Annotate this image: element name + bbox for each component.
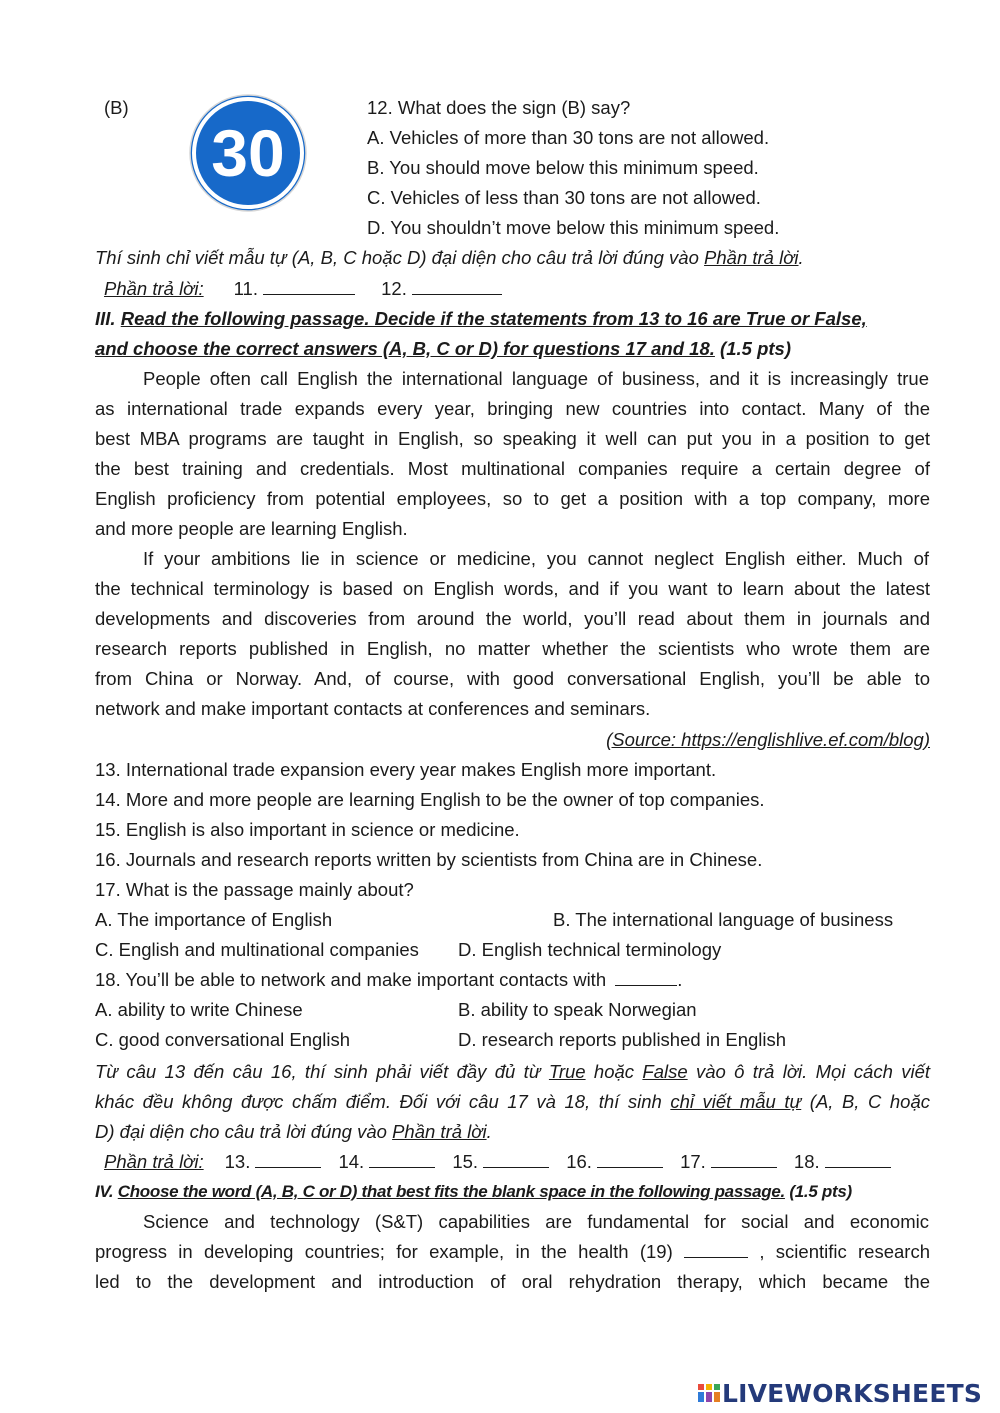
q17-option-a: A. The importance of English bbox=[95, 909, 333, 930]
q12-option-c: C. Vehicles of less than 30 tons are not allowed. bbox=[367, 187, 761, 208]
q18-option-d: D. research reports published in English bbox=[458, 1029, 787, 1050]
answer-row-1: Phần trả lời: 11. 12. bbox=[104, 274, 939, 304]
q17-option-d: D. English technical terminology bbox=[458, 939, 722, 960]
q12-question: 12. What does the sign (B) say? bbox=[367, 97, 631, 118]
logo-text: LIVEWORKSHEETS bbox=[722, 1378, 983, 1408]
passage-3-line: from China or Norway. And, of course, with good conversational English, you’ll be able to bbox=[95, 668, 930, 689]
statement-13: 13. International trade expansion every year makes English more important. bbox=[95, 759, 717, 780]
passage-3-line: network and make important contacts at conferences and seminars. bbox=[95, 698, 651, 719]
q12-option-b: B. You should move below this minimum speed. bbox=[367, 157, 759, 178]
q18-blank bbox=[615, 967, 677, 986]
passage-4-line: Science and technology (S&T) capabilities are fundamental for social and economic bbox=[143, 1211, 929, 1232]
instruction-2-line3: D) đại diện cho câu trả lời đúng vào Phần trả lời. bbox=[95, 1121, 492, 1142]
answer-blank-14[interactable] bbox=[369, 1149, 435, 1168]
answer-blank-12[interactable] bbox=[412, 276, 502, 295]
liveworksheets-logo bbox=[697, 1378, 982, 1408]
passage-3-line: People often call English the international language of business, and it is increasingly true bbox=[143, 368, 929, 389]
q18-option-a: A. ability to write Chinese bbox=[95, 999, 303, 1020]
q18-options-row2 bbox=[95, 1025, 930, 1055]
q17-option-c: C. English and multinational companies bbox=[95, 939, 419, 960]
passage-3-line: the best training and credentials. Most multinational companies require a certain degree of bbox=[95, 458, 930, 479]
q17-options-row2 bbox=[95, 935, 930, 965]
q12-option-a: A. Vehicles of more than 30 tons are not allowed. bbox=[367, 127, 770, 148]
liveworksheets-logo-icon bbox=[697, 1381, 721, 1405]
statement-15: 15. English is also important in science or medicine. bbox=[95, 819, 520, 840]
answer-blank-17[interactable] bbox=[711, 1149, 777, 1168]
passage-4-line2: progress in developing countries; for example, in the health (19) , scientific research bbox=[95, 1241, 930, 1262]
passage-4-line: led to the development and introduction of oral rehydration therapy, which became the bbox=[95, 1271, 930, 1292]
instruction-2-line1: Từ câu 13 đến câu 16, thí sinh phải viết đầy đủ từ True hoặc False vào ô trả lời. Mọi cách viết bbox=[95, 1061, 930, 1082]
answer-blank-16[interactable] bbox=[597, 1149, 663, 1168]
q18-option-b: B. ability to speak Norwegian bbox=[458, 999, 697, 1020]
q18-option-c: C. good conversational English bbox=[95, 1029, 351, 1050]
q12-option-d: D. You shouldn’t move below this minimum speed. bbox=[367, 217, 780, 238]
answer-row-label: Phần trả lời: bbox=[104, 278, 204, 299]
passage-3-line: as international trade expands every year, bringing new countries into contact. Many of the bbox=[95, 398, 930, 419]
passage-3-line: and more people are learning English. bbox=[95, 518, 408, 539]
passage-3-line: If your ambitions lie in science or medicine, you cannot neglect English either. Much of bbox=[143, 548, 929, 569]
q17-option-b: B. The international language of business bbox=[553, 909, 894, 930]
q17-options-row1 bbox=[95, 905, 930, 935]
q18-options-row1 bbox=[95, 995, 930, 1025]
sign-number: 30 bbox=[211, 116, 285, 190]
instruction-2-line2: khác đều không được chấm điểm. Đối với câu 17 và 18, thí sinh chỉ viết mẫu tự (A, B, C hoặc bbox=[95, 1091, 931, 1112]
answer-row-label: Phần trả lời: bbox=[104, 1151, 204, 1172]
answer-row-2: Phần trả lời: 13. 14. 15. 16. 17. 18. bbox=[104, 1147, 939, 1177]
passage-source: (Source: https://englishlive.ef.com/blog) bbox=[606, 729, 930, 750]
answer-blank-18[interactable] bbox=[825, 1149, 891, 1168]
passage-3-line: developments and discoveries from around the world, you’ll read about them in journals and bbox=[95, 608, 930, 629]
answer-section-link: Phần trả lời bbox=[392, 1121, 487, 1142]
q17-question: 17. What is the passage mainly about? bbox=[95, 879, 414, 900]
answer-blank-15[interactable] bbox=[483, 1149, 549, 1168]
sign-label: (B) bbox=[104, 97, 129, 118]
section-4-title: IV. Choose the word (A, B, C or D) that best fits the blank space in the following passage. (1.5 pts) bbox=[95, 1182, 852, 1201]
statement-14: 14. More and more people are learning English to be the owner of top companies. bbox=[95, 789, 765, 810]
passage-3-line: the technical terminology is based on English words, and if you want to learn about the latest bbox=[95, 578, 930, 599]
passage-3-line: research reports published in English, no matter whether the scientists who wrote them are bbox=[95, 638, 930, 659]
section-3-title-line2: and choose the correct answers (A, B, C or D) for questions 17 and 18. (1.5 pts) bbox=[95, 338, 791, 359]
instruction-1: Thí sinh chỉ viết mẫu tự (A, B, C hoặc D) đại diện cho câu trả lời đúng vào Phần trả lời. bbox=[95, 247, 804, 268]
answer-blank-13[interactable] bbox=[255, 1149, 321, 1168]
answer-section-link: Phần trả lời bbox=[704, 247, 799, 268]
q18-question: 18. You’ll be able to network and make important contacts with . bbox=[95, 969, 683, 990]
passage-3-line: best MBA programs are taught in English, so speaking it well can put you in a position to get bbox=[95, 428, 930, 449]
answer-blank-11[interactable] bbox=[263, 276, 355, 295]
passage-3-line: English proficiency from potential employees, so to get a position with a top company, more bbox=[95, 488, 930, 509]
blank-19[interactable] bbox=[684, 1239, 748, 1258]
section-3-title: III. Read the following passage. Decide if the statements from 13 to 16 are True or False, bbox=[95, 308, 867, 329]
minimum-speed-sign-icon bbox=[188, 93, 308, 213]
speed-sign-30 bbox=[188, 93, 308, 213]
statement-16: 16. Journals and research reports written by scientists from China are in Chinese. bbox=[95, 849, 763, 870]
